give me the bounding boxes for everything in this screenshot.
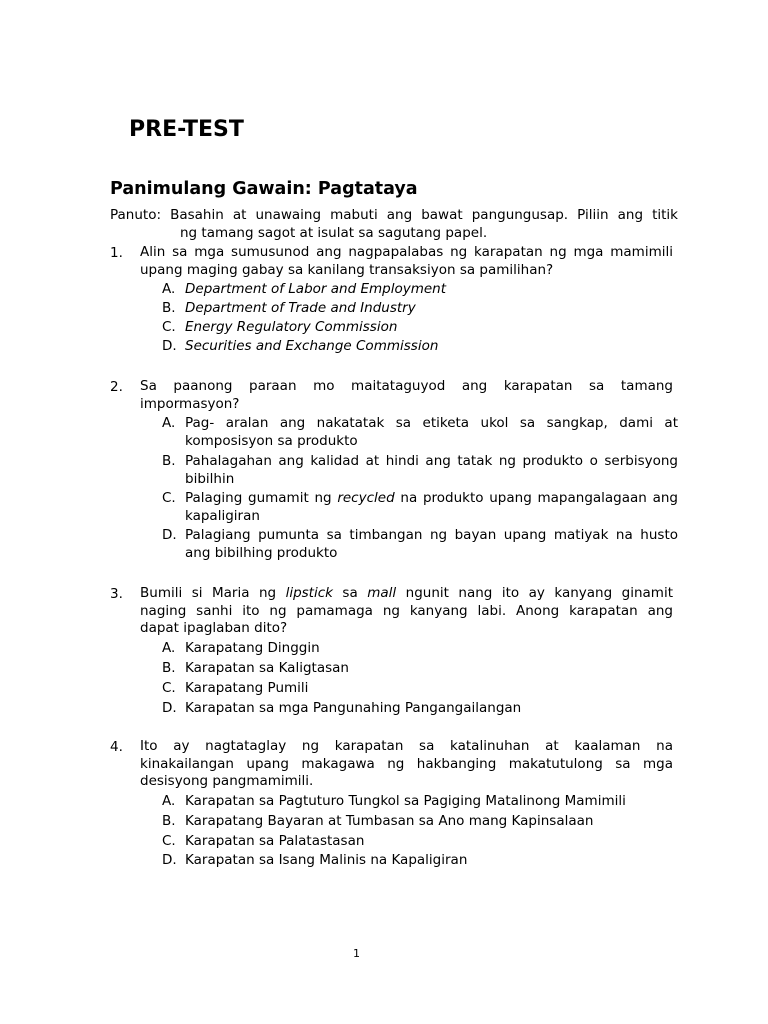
option-letter: C.	[162, 490, 176, 506]
question-4-line-2: kinakailangan upang makagawa ng hakbanging makatutulong sa mga	[140, 755, 673, 772]
option-letter: A.	[162, 415, 176, 431]
question-1-option-a	[162, 281, 678, 299]
question-3-number: 3.	[110, 586, 123, 602]
question-3-line-2: naging sanhi ito ng pamamaga ng kanyang labi. Anong karapatan ang	[140, 602, 673, 619]
question-3-option-b	[162, 660, 678, 678]
question-2-option-b	[162, 453, 678, 488]
q3-text-part: sa	[332, 585, 368, 601]
option-text-part: Palaging gumamit ng	[185, 490, 338, 506]
question-1-text	[140, 244, 673, 279]
question-2-option-c	[162, 490, 678, 525]
section-heading: Panimulang Gawain: Pagtataya	[110, 179, 418, 199]
question-2-line-2: impormasyon?	[140, 395, 240, 412]
option-letter: B.	[162, 300, 176, 316]
option-text: Karapatang Bayaran at Tumbasan sa Ano mang Kapinsalaan	[185, 813, 594, 829]
question-1-line-1: Alin sa mga sumusunod ang nagpapalabas ng karapatan ng mga mamimili	[140, 244, 673, 260]
option-text: Karapatan sa Pagtuturo Tungkol sa Pagiging Matalinong Mamimili	[185, 793, 626, 809]
option-letter: D.	[162, 527, 177, 543]
option-text: Karapatan sa mga Pangunahing Pangangailangan	[185, 700, 522, 716]
option-text: Karapatang Pumili	[185, 680, 309, 696]
q3-text-italic: lipstick	[285, 585, 333, 601]
question-4-option-b	[162, 813, 678, 831]
instructions-line-2: ng tamang sagot at isulat sa sagutang papel.	[180, 225, 488, 241]
option-letter: A.	[162, 281, 176, 297]
question-4-line-3: desisyong pangmamimili.	[140, 773, 314, 789]
question-2-option-d	[162, 527, 678, 562]
option-letter: A.	[162, 640, 176, 656]
option-letter: C.	[162, 680, 176, 696]
page-title: PRE-TEST	[129, 117, 244, 142]
option-letter: B.	[162, 660, 176, 676]
question-3-option-a	[162, 640, 678, 658]
option-text	[185, 490, 678, 525]
option-letter: C.	[162, 833, 176, 849]
option-letter: A.	[162, 793, 176, 809]
question-2-line-1: Sa paanong paraan mo maitataguyod ang karapatan sa tamang	[140, 378, 673, 394]
question-2-text	[140, 378, 673, 413]
question-1-option-d	[162, 338, 678, 356]
question-4-option-d	[162, 852, 678, 870]
question-3-line-3: dapat ipaglaban dito?	[140, 620, 288, 636]
instructions	[110, 206, 678, 242]
option-text: Department of Labor and Employment	[185, 281, 446, 297]
question-1-line-2: upang maging gabay sa kanilang transaksiyon sa pamilihan?	[140, 261, 554, 278]
option-text: Pag- aralan ang nakatatak sa etiketa ukol sa sangkap, dami at komposisyon sa produkto	[185, 415, 678, 449]
page-number: 1	[353, 947, 360, 960]
option-text: Karapatang Dinggin	[185, 640, 320, 656]
option-text-italic: recycled	[337, 490, 395, 506]
option-text: Karapatan sa Palatastasan	[185, 833, 365, 849]
question-3-text	[140, 585, 673, 638]
question-3-option-d	[162, 700, 678, 718]
question-1-option-b	[162, 300, 678, 318]
question-1-option-c	[162, 319, 678, 337]
option-text: Department of Trade and Industry	[185, 300, 416, 316]
option-letter: B.	[162, 453, 176, 469]
question-4-number: 4.	[110, 739, 123, 755]
option-text: Karapatan sa Isang Malinis na Kapaligiran	[185, 852, 468, 868]
option-text: Energy Regulatory Commission	[185, 319, 398, 335]
option-letter: D.	[162, 700, 177, 716]
question-3-line-1	[140, 585, 673, 603]
instructions-line-1: Panuto: Basahin at unawaing mabuti ang bawat pangungusap. Piliin ang titik	[110, 207, 678, 223]
q3-text-part: Bumili si Maria ng	[140, 585, 286, 601]
option-letter: D.	[162, 852, 177, 868]
q3-text-part: ngunit nang ito ay kanyang ginamit	[396, 585, 674, 601]
q3-text-italic: mall	[367, 585, 397, 601]
question-4-option-c	[162, 833, 678, 851]
option-text: Karapatan sa Kaligtasan	[185, 660, 349, 676]
question-1-number: 1.	[110, 245, 123, 261]
option-letter: C.	[162, 319, 176, 335]
question-3-option-c	[162, 680, 678, 698]
option-text-part: na produkto upang mapangalagaan ang kapaligiran	[185, 490, 678, 524]
option-text: Palagiang pumunta sa timbangan ng bayan upang matiyak na husto ang bibilhing produkto	[185, 527, 678, 561]
question-2-number: 2.	[110, 379, 123, 395]
option-letter: D.	[162, 338, 177, 354]
option-text: Pahalagahan ang kalidad at hindi ang tatak ng produkto o serbisyong bibilhin	[185, 453, 678, 487]
question-4-option-a	[162, 793, 678, 811]
question-2-option-a	[162, 415, 678, 450]
question-4-text	[140, 738, 673, 791]
option-letter: B.	[162, 813, 176, 829]
option-text: Securities and Exchange Commission	[185, 338, 439, 354]
question-4-line-1: Ito ay nagtataglay ng karapatan sa katalinuhan at kaalaman na	[140, 738, 673, 754]
